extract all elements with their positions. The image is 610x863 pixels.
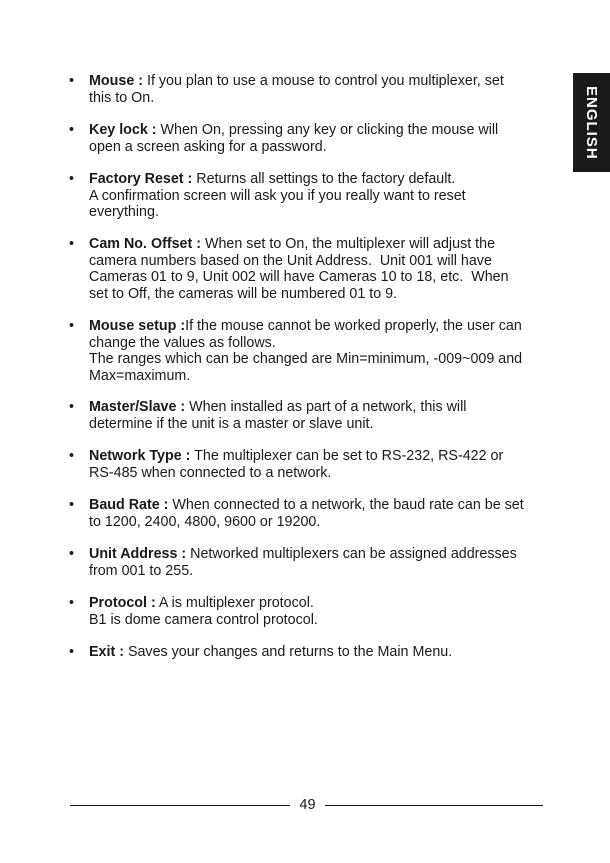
item-line (89, 204, 159, 221)
item-description: camera numbers based on the Unit Address. Unit 001 will have (89, 252, 492, 269)
bullet-icon: • (69, 73, 75, 89)
item-line (89, 497, 524, 514)
item-line (89, 546, 517, 563)
item-line (89, 122, 498, 139)
item-description: When On, pressing any key or clicking the mouse will (156, 122, 499, 138)
item-line (89, 286, 397, 303)
item-line (89, 269, 509, 286)
item-description: to 1200, 2400, 4800, 9600 or 19200. (89, 513, 321, 530)
item-term: Master/Slave : (89, 399, 186, 415)
item-line (89, 253, 492, 270)
item-line (89, 465, 331, 482)
bullet-icon: • (69, 644, 75, 660)
item-description: determine if the unit is a master or slave unit. (89, 415, 374, 432)
bullet-icon: • (69, 399, 75, 415)
item-line (89, 171, 455, 188)
item-term: Cam No. Offset : (89, 236, 202, 252)
item-description: everything. (89, 204, 159, 221)
bullet-icon: • (69, 546, 75, 562)
item-line (89, 563, 193, 580)
item-description: B1 is dome camera control protocol. (89, 611, 318, 628)
page-number: 49 (299, 797, 316, 813)
item-line (89, 368, 190, 385)
item-description: Max=maximum. (89, 367, 191, 384)
item-line (89, 188, 466, 205)
item-description: The multiplexer can be set to RS-232, RS-422 or (190, 448, 504, 464)
item-term: Baud Rate : (89, 497, 169, 513)
item-line (89, 318, 522, 335)
item-line (89, 90, 154, 107)
item-term: Key lock : (89, 122, 157, 138)
item-line (89, 416, 373, 433)
item-description: this to On. (89, 89, 155, 106)
bullet-icon: • (69, 122, 75, 138)
item-description: Returns all settings to the factory default. (192, 171, 456, 187)
item-description: open a screen asking for a password. (89, 138, 327, 155)
item-line (89, 399, 466, 416)
footer-rule-left (70, 805, 290, 806)
item-line (89, 644, 452, 661)
item-term: Unit Address : (89, 546, 187, 562)
bullet-icon: • (69, 595, 75, 611)
item-term: Mouse setup : (89, 318, 186, 334)
bullet-icon: • (69, 448, 75, 464)
item-description: RS-485 when connected to a network. (89, 464, 332, 481)
item-line (89, 236, 495, 253)
item-description: A is multiplexer protocol. (155, 595, 314, 611)
bullet-icon: • (69, 497, 75, 513)
item-description: change the values as follows. (89, 334, 276, 351)
footer-rule-right (325, 805, 543, 806)
item-line (89, 351, 522, 368)
item-description: A confirmation screen will ask you if you really want to reset (89, 187, 466, 204)
item-description: The ranges which can be changed are Min=minimum, -009~009 and (89, 351, 523, 368)
item-description: If you plan to use a mouse to control you multiplexer, set (143, 73, 504, 89)
item-description: If the mouse cannot be worked properly, the user can (185, 318, 522, 334)
item-term: Factory Reset : (89, 171, 193, 187)
item-description: from 001 to 255. (89, 562, 194, 579)
item-description: set to Off, the cameras will be numbered 01 to 9. (89, 285, 398, 302)
item-description: When connected to a network, the baud rate can be set (168, 497, 524, 513)
item-term: Network Type : (89, 448, 191, 464)
item-line (89, 514, 320, 531)
bullet-icon: • (69, 236, 75, 252)
item-line (89, 595, 314, 612)
bullet-icon: • (69, 318, 75, 334)
item-description: When set to On, the multiplexer will adjust the (201, 236, 496, 252)
item-description: Cameras 01 to 9, Unit 002 will have Cameras 10 to 18, etc. When (89, 269, 509, 286)
item-line (89, 612, 318, 629)
item-line (89, 139, 327, 156)
item-term: Protocol : (89, 595, 156, 611)
item-description: When installed as part of a network, this will (185, 399, 467, 415)
item-description: Saves your changes and returns to the Main Menu. (123, 644, 453, 660)
item-line (89, 335, 276, 352)
language-tab-label: ENGLISH (583, 85, 600, 160)
item-line (89, 448, 503, 465)
item-term: Mouse : (89, 73, 144, 89)
item-description: Networked multiplexers can be assigned addresses (186, 546, 517, 562)
item-term: Exit : (89, 644, 124, 660)
bullet-icon: • (69, 171, 75, 187)
item-line (89, 73, 504, 90)
